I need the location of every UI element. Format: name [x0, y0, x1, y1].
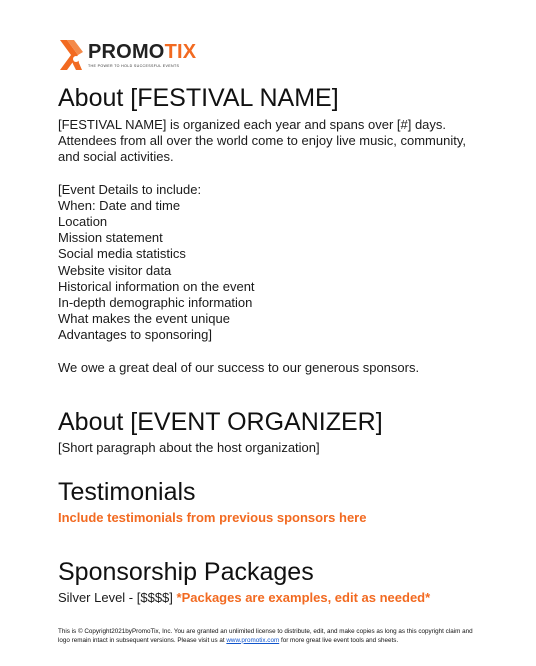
detail-item: Historical information on the event — [58, 278, 255, 294]
packages-title: Sponsorship Packages — [58, 558, 314, 587]
detail-item: In-depth demographic information — [58, 295, 253, 311]
logo-wordmark — [88, 42, 196, 68]
detail-item: [Event Details to include: — [58, 181, 202, 197]
intro-line: and social activities. — [58, 149, 174, 165]
silver-level: Silver Level - [$$$$] — [58, 590, 173, 606]
detail-item: Mission statement — [58, 230, 163, 246]
logo-brand-part2: TIX — [164, 41, 197, 63]
event-details-list — [58, 182, 498, 344]
document-body — [58, 82, 498, 606]
logo-brand — [88, 42, 196, 62]
packages-line — [58, 590, 498, 606]
intro-line: [FESTIVAL NAME] is organized each year and spans over [#] days. — [58, 117, 447, 132]
organizer-body: [Short paragraph about the host organization] — [58, 439, 320, 455]
footer-text-1: This is © Copyright2021byPromoTix, Inc. You are granted an unlimited license to distribute, edit, and make copies as long as this copyright claim and logo remain intact in subsequent versions. Please visit us at — [58, 628, 473, 644]
logo-tagline: THE POWER TO HOLD SUCCESSFUL EVENTS — [88, 64, 180, 68]
promotix-logo-icon — [58, 38, 84, 72]
packages-note: *Packages are examples, edit as needed* — [176, 590, 431, 606]
about-festival-title: About [FESTIVAL NAME] — [58, 84, 339, 112]
logo-brand-part1: PROMO — [88, 41, 165, 63]
detail-item: Advantages to sponsoring] — [58, 327, 212, 343]
sponsors-closing: We owe a great deal of our success to our generous sponsors. — [58, 359, 420, 375]
about-festival-intro — [58, 117, 498, 166]
detail-item: Location — [58, 214, 108, 230]
detail-item: Website visitor data — [58, 262, 172, 278]
promotix-logo — [58, 38, 196, 72]
copyright-footer — [58, 628, 478, 645]
detail-item: What makes the event unique — [58, 311, 230, 327]
testimonials-title: Testimonials — [58, 478, 196, 507]
detail-item: When: Date and time — [58, 197, 181, 213]
detail-item: Social media statistics — [58, 246, 186, 262]
footer-text-2: for more great live event tools and sheets. — [280, 636, 399, 644]
about-organizer-title: About [EVENT ORGANIZER] — [58, 407, 383, 436]
testimonials-note: Include testimonials from previous sponsors here — [58, 510, 367, 526]
intro-line: Attendees from all over the world come to enjoy live music, community, — [58, 133, 466, 149]
promotix-link[interactable]: www.promotix.com — [226, 636, 280, 644]
